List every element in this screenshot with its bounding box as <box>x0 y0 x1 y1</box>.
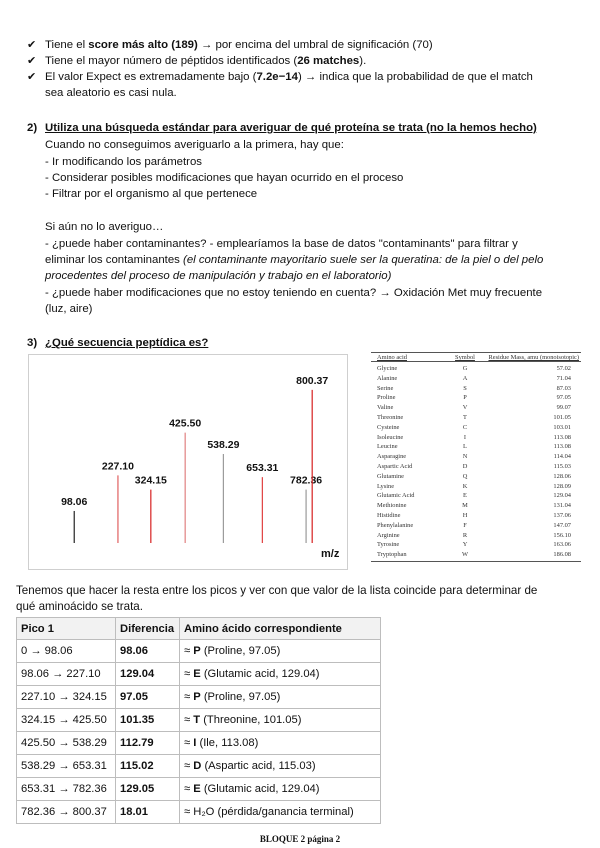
header-pico: Pico 1 <box>17 618 116 640</box>
ms-spectrum-chart <box>28 354 348 570</box>
residue-cell: 129.04 <box>553 492 571 500</box>
peak-label: 227.10 <box>101 460 135 473</box>
table-row <box>17 663 381 686</box>
header-diferencia: Diferencia <box>116 618 180 640</box>
check-item-3-cont: sea aleatorio es casi nula. <box>45 87 177 99</box>
residue-cell: 114.04 <box>553 453 571 461</box>
paragraph-line: - ¿puede haber modificaciones que no estoy teniendo en cuenta? → Oxidación Met muy frecuente <box>45 287 543 299</box>
aa-letter: E <box>193 668 201 680</box>
residue-cell: H <box>462 511 468 519</box>
residue-cell: Y <box>462 541 468 549</box>
residue-header-cell: Symbol <box>455 354 475 361</box>
residue-cell: 156.10 <box>553 531 571 539</box>
aa-description: H₂O (pérdida/ganancia terminal) <box>193 806 354 818</box>
residue-cell: 113.08 <box>553 443 571 451</box>
residue-cell: Serine <box>377 384 394 392</box>
residue-cell: 163.06 <box>553 541 571 549</box>
residue-cell: 131.04 <box>553 502 571 510</box>
residue-cell: 57.02 <box>556 365 571 372</box>
residue-cell: L <box>463 443 467 451</box>
residue-cell: 97.05 <box>556 394 571 402</box>
residue-cell: 115.03 <box>553 462 571 470</box>
section-2-line: - Ir modificando los parámetros <box>45 156 202 168</box>
cell-pico: 227.10 → 324.15 <box>17 686 116 709</box>
residue-row <box>371 433 581 443</box>
residue-cell: Proline <box>377 394 396 402</box>
peak-label: 538.29 <box>207 439 240 451</box>
check-item-3: El valor Expect es extremadamente bajo (7.2e−14) → indica que la probabilidad de que el match <box>45 71 533 83</box>
residue-cell: 128.09 <box>553 482 571 490</box>
residue-cell: Threonine <box>377 413 404 421</box>
residue-cell: Isoleucine <box>377 433 404 441</box>
peak-label: 324.15 <box>134 474 167 487</box>
cell-diferencia: 98.06 <box>116 640 180 663</box>
residue-cell: Glutamine <box>377 472 404 480</box>
residue-cell: Glutamic Acid <box>377 492 415 500</box>
residue-cell: Q <box>462 472 468 480</box>
residue-cell: I <box>463 433 467 441</box>
paragraph-line: Si aún no lo averiguo… <box>45 221 164 233</box>
table-row <box>17 640 381 663</box>
residue-row <box>371 384 581 394</box>
aa-letter: P <box>193 645 201 657</box>
cell-pico: 538.29 → 653.31 <box>17 755 116 778</box>
residue-cell: 101.05 <box>553 413 571 421</box>
table-row <box>17 686 381 709</box>
residue-cell: 147.07 <box>553 521 571 529</box>
residue-row <box>371 550 581 560</box>
aa-description: (Proline, 97.05) <box>200 645 281 657</box>
residue-row <box>371 482 581 492</box>
cell-diferencia: 115.02 <box>116 755 180 778</box>
table-row <box>17 778 381 801</box>
residue-cell: 186.08 <box>553 551 571 559</box>
residue-cell: Phenylalanine <box>377 521 414 529</box>
cell-aminoacido <box>180 732 381 755</box>
residue-cell: T <box>463 413 467 421</box>
residue-cell: 99.07 <box>556 404 571 412</box>
residue-cell: Tyrosine <box>377 541 400 549</box>
cell-diferencia: 97.05 <box>116 686 180 709</box>
residue-row <box>371 442 581 452</box>
residue-cell: A <box>462 374 468 382</box>
peak-label: 98.06 <box>61 495 88 508</box>
residue-cell: Alanine <box>377 374 398 382</box>
cell-pico: 653.31 → 782.36 <box>17 778 116 801</box>
residue-cell: Tryptophan <box>377 551 407 559</box>
residue-cell: Aspartic Acid <box>377 462 413 470</box>
residue-row <box>371 452 581 462</box>
cell-aminoacido <box>180 778 381 801</box>
check-icon: ✔ <box>27 71 37 83</box>
paragraph-line: eliminar los contaminantes (el contaminante mayoritario suele ser la queratina: de la piel o del pelo <box>45 254 544 266</box>
residue-cell: 137.06 <box>553 511 571 519</box>
aa-letter: D <box>193 760 202 772</box>
paragraph-line: procedentes del proceso de manipulación y trabajo en el laboratorio) <box>45 270 392 282</box>
residue-cell: Cysteine <box>377 423 400 431</box>
residue-cell: 87.03 <box>556 384 571 392</box>
residue-row <box>371 393 581 403</box>
residue-table-body <box>371 364 581 560</box>
aa-letter: P <box>193 691 201 703</box>
cell-aminoacido <box>180 640 381 663</box>
approx-symbol: ≈ <box>184 668 194 680</box>
aa-description: (Glutamic acid, 129.04) <box>200 668 320 680</box>
page-footer: BLOQUE 2 página 2 <box>259 834 341 844</box>
aa-description: (Aspartic acid, 115.03) <box>201 760 316 772</box>
peak-label: 782.36 <box>290 474 323 487</box>
residue-cell: 103.01 <box>553 423 571 431</box>
residue-cell: V <box>462 404 468 412</box>
residue-cell: G <box>462 365 468 372</box>
residue-cell: Lysine <box>377 482 395 490</box>
approx-symbol: ≈ <box>184 760 194 772</box>
section-3-number: 3) <box>27 337 38 349</box>
residue-cell: N <box>462 453 468 461</box>
check-icon: ✔ <box>27 55 37 67</box>
residue-row <box>371 364 581 374</box>
cell-aminoacido <box>180 686 381 709</box>
residue-cell: P <box>463 394 467 402</box>
residue-row <box>371 511 581 521</box>
intro-line: Tenemos que hacer la resta entre los picos y ver con que valor de la lista coincide para determinar de <box>16 584 538 597</box>
residue-row <box>371 501 581 511</box>
residue-row <box>371 462 581 472</box>
cell-aminoacido <box>180 663 381 686</box>
table-row <box>17 755 381 778</box>
cell-aminoacido <box>180 755 381 778</box>
table-row <box>17 801 381 824</box>
spectrum-svg <box>29 355 349 571</box>
cell-diferencia: 129.04 <box>116 663 180 686</box>
residue-cell: M <box>462 502 468 510</box>
residue-cell: R <box>462 531 468 539</box>
residue-cell: 128.06 <box>553 472 571 480</box>
approx-symbol: ≈ <box>184 783 194 795</box>
cell-aminoacido <box>180 709 381 732</box>
residue-mass-table <box>371 352 581 564</box>
aa-letter: T <box>193 714 201 726</box>
residue-row <box>371 531 581 541</box>
residue-row <box>371 472 581 482</box>
section-2-title: Utiliza una búsqueda estándar para averiguar de qué proteína se trata (no la hemos hecho) <box>45 122 537 134</box>
cell-pico: 98.06 → 227.10 <box>17 663 116 686</box>
cell-pico: 0 → 98.06 <box>17 640 116 663</box>
peak-label: 653.31 <box>246 462 279 475</box>
residue-cell: K <box>462 482 468 490</box>
section-2-number: 2) <box>27 122 38 134</box>
approx-symbol: ≈ <box>184 691 194 703</box>
residue-row <box>371 403 581 413</box>
residue-cell: 71.04 <box>556 374 571 382</box>
residue-cell: Methionine <box>377 502 407 510</box>
residue-cell: Valine <box>377 404 394 412</box>
residue-cell: Histidine <box>377 511 401 519</box>
section-3-title: ¿Qué secuencia peptídica es? <box>45 337 209 349</box>
paragraph-line: - ¿puede haber contaminantes? - emplearíamos la base de datos "contaminants" para filtrar y <box>45 238 518 250</box>
residue-row <box>371 413 581 423</box>
peak-label: 425.50 <box>169 417 202 430</box>
residue-row <box>371 521 581 531</box>
aa-letter: I <box>193 737 197 749</box>
residue-row <box>371 374 581 384</box>
peak-label: 800.37 <box>296 374 329 387</box>
aa-description: (Proline, 97.05) <box>200 691 281 703</box>
cell-diferencia: 112.79 <box>116 732 180 755</box>
difference-table <box>16 617 381 824</box>
aa-description: (Glutamic acid, 129.04) <box>200 783 320 795</box>
residue-cell: S <box>463 384 467 392</box>
table-row <box>17 732 381 755</box>
table-rule <box>371 561 581 562</box>
residue-cell: 113.08 <box>553 433 571 441</box>
residue-cell: F <box>463 521 467 529</box>
cell-diferencia: 101.35 <box>116 709 180 732</box>
aa-description: (Ile, 113.08) <box>196 737 259 749</box>
aa-description: (Threonine, 101.05) <box>200 714 302 726</box>
residue-cell: W <box>461 551 469 559</box>
cell-aminoacido <box>180 801 381 824</box>
residue-table-header <box>371 352 581 362</box>
check-item-1: Tiene el score más alto (189) → por encima del umbral de significación (70) <box>45 39 433 51</box>
aa-letter: E <box>193 783 201 795</box>
approx-symbol: ≈ <box>184 806 194 818</box>
check-item-2: Tiene el mayor número de péptidos identificados (26 matches). <box>45 55 367 67</box>
paragraph-line: (luz, aire) <box>45 303 93 315</box>
section-2-line: Cuando no conseguimos averiguarlo a la primera, hay que: <box>45 139 344 151</box>
cell-pico: 782.36 → 800.37 <box>17 801 116 824</box>
cell-pico: 324.15 → 425.50 <box>17 709 116 732</box>
approx-symbol: ≈ <box>184 645 194 657</box>
residue-cell: Leucine <box>377 443 398 451</box>
residue-header-cell: Residue Mass, amu (monoisotopic) <box>488 354 579 361</box>
residue-cell: Asparagine <box>377 453 407 461</box>
residue-row <box>371 540 581 550</box>
table-row <box>17 709 381 732</box>
residue-cell: C <box>462 423 468 431</box>
check-icon: ✔ <box>27 39 37 51</box>
table-header-row <box>17 618 381 640</box>
cell-diferencia: 18.01 <box>116 801 180 824</box>
residue-cell: E <box>463 492 467 500</box>
cell-diferencia: 129.05 <box>116 778 180 801</box>
residue-cell: D <box>462 462 468 470</box>
approx-symbol: ≈ <box>184 714 194 726</box>
x-axis-label: m/z <box>321 548 340 560</box>
residue-cell: Arginine <box>377 531 400 539</box>
residue-row <box>371 491 581 501</box>
approx-symbol: ≈ <box>184 737 194 749</box>
residue-row <box>371 423 581 433</box>
section-2-line: - Filtrar por el organismo al que pertenece <box>45 188 258 200</box>
cell-pico: 425.50 → 538.29 <box>17 732 116 755</box>
header-aminoacido: Amino ácido correspondiente <box>180 618 381 640</box>
intro-line: qué aminoácido se trata. <box>16 600 143 613</box>
residue-cell: Glycine <box>377 365 398 372</box>
residue-header-cell: Amino acid <box>377 354 407 361</box>
section-2-line: - Considerar posibles modificaciones que hayan ocurrido en el proceso <box>45 172 404 184</box>
